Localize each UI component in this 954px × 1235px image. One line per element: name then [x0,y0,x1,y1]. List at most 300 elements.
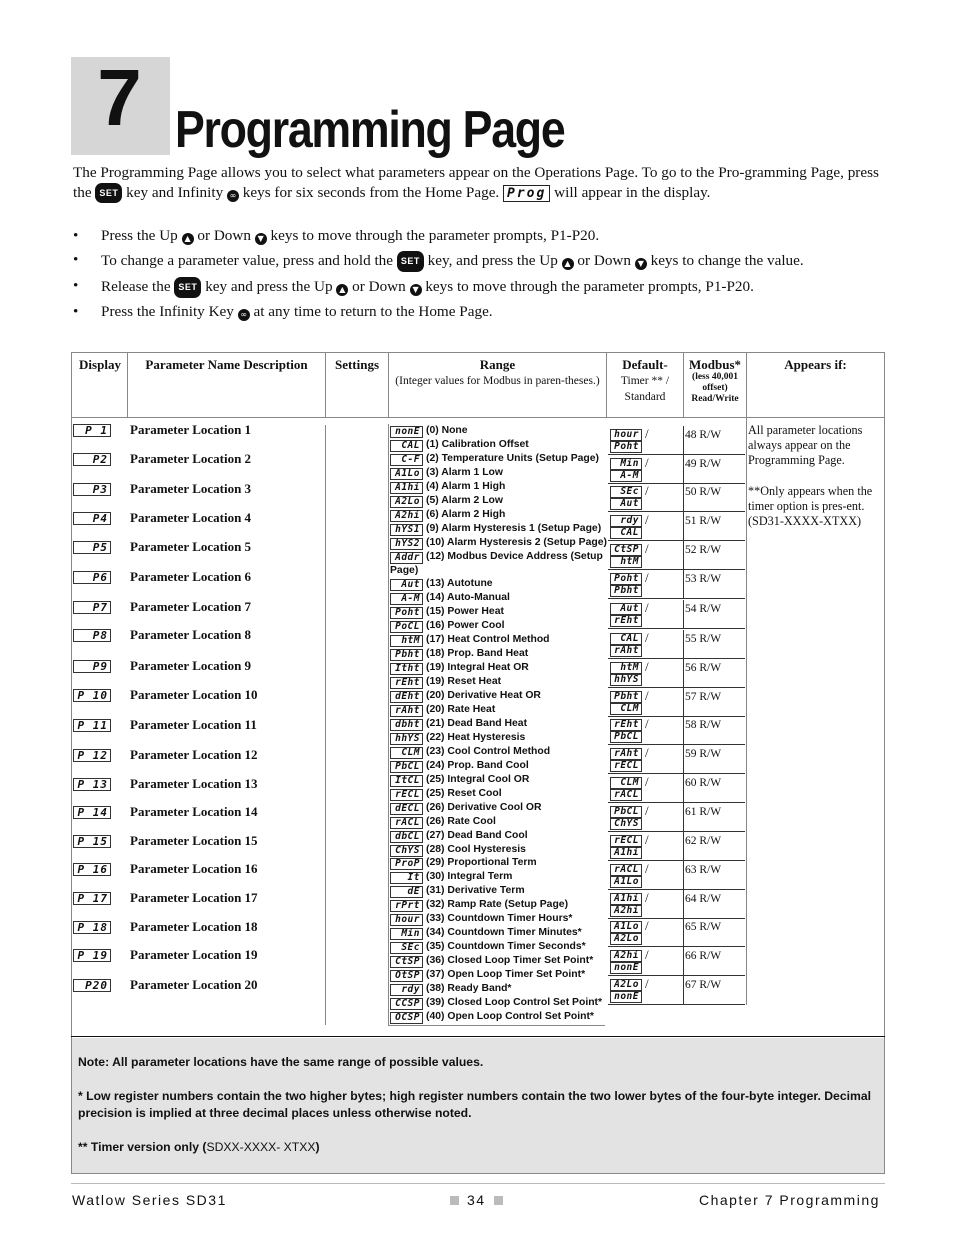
modbus-cell: 65 R/W [683,918,745,947]
up-key-icon: ▲ [182,233,194,245]
param-name: Parameter Location 12 [130,747,258,762]
range-text: Page) [390,564,419,576]
slash-separator: / [645,832,649,847]
default-standard-lcd: A1hi [610,847,642,859]
range-lcd: hour [390,914,423,926]
modbus-cell: 54 R/W [683,600,745,629]
default-cell [608,600,683,629]
prog-display: Prog [503,185,550,202]
range-text: (35) Countdown Timer Seconds* [426,941,586,953]
range-text: (37) Open Loop Timer Set Point* [426,969,586,981]
range-lcd: CLM [390,747,423,759]
range-lcd: A1hi [390,482,423,494]
param-display-lcd: P 13 [73,778,111,791]
range-text: (36) Closed Loop Timer Set Point* [426,955,594,967]
range-text: (24) Prop. Band Cool [426,759,529,771]
slash-separator: / [645,483,649,498]
default-cell [608,688,683,717]
range-item [390,495,503,508]
default-cell [608,803,683,832]
range-lcd: Min [390,928,423,940]
range-item [390,913,572,926]
range-item [390,509,505,522]
range-text: (2) Temperature Units (Setup Page) [426,452,600,464]
range-item [390,941,586,954]
range-item [390,606,504,619]
list-item: • To change a parameter value, press and hold the SET key, and press the Up ▲ or Down ▼ keys to change the value. [73,251,885,272]
range-lcd: hYS2 [390,538,423,550]
param-name: Parameter Location 20 [130,977,258,992]
table-header-divider [71,417,885,418]
default-timer-lcd: htM [610,662,642,674]
default-cell [608,947,683,976]
header-default: Default- Timer ** / Standard [620,357,670,403]
param-name: Parameter Location 17 [130,890,258,905]
param-name: Parameter Location 1 [130,422,252,437]
range-item [390,983,511,996]
modbus-cell: 50 R/W [683,483,745,512]
default-standard-lcd: A1Lo [610,876,642,888]
range-lcd: CtSP [390,956,423,968]
range-text: (39) Closed Loop Control Set Point* [426,996,603,1008]
range-lcd: ChYS [390,845,423,857]
range-text: (33) Countdown Timer Hours* [426,913,573,925]
range-item [390,676,501,689]
range-lcd: ItCL [390,775,423,787]
param-name: Parameter Location 8 [130,627,252,642]
range-item [390,774,529,787]
default-cell [608,861,683,890]
range-item [390,871,512,884]
default-timer-lcd: A2hi [610,950,642,962]
default-cell [608,918,683,947]
modbus-cell: 53 R/W [683,570,745,599]
range-text: (26) Derivative Cool OR [426,801,542,813]
header-display: Display [79,357,121,372]
range-text: (19) Reset Heat [426,676,502,688]
range-lcd: PbCL [390,761,423,773]
range-text: (28) Cool Hysteresis [426,843,526,855]
range-item [390,425,468,438]
range-lcd: A-M [390,593,423,605]
header-settings: Settings [334,357,380,372]
intro-text-2: key and Infinity [126,183,224,201]
range-item [390,439,529,452]
range-lcd: A2Lo [390,496,423,508]
modbus-cell: 49 R/W [683,455,745,484]
down-key-icon: ▼ [410,284,422,296]
param-name: Parameter Location 18 [130,919,258,934]
default-timer-lcd: SEc [610,486,642,498]
default-timer-lcd: Poht [610,573,642,585]
range-item [390,620,505,633]
modbus-cell: 66 R/W [683,947,745,976]
header-modbus: Modbus* (less 40,001 offset) Read/Write [688,357,742,404]
slash-separator: / [645,976,649,991]
range-text: (19) Integral Heat OR [426,662,529,674]
range-text: (18) Prop. Band Heat [426,648,529,660]
param-display-lcd: P 11 [73,719,111,732]
range-item [390,592,510,605]
default-cell [608,659,683,688]
modbus-cell: 59 R/W [683,745,745,774]
default-cell [608,483,683,512]
slash-separator: / [645,803,649,818]
range-text: (10) Alarm Hysteresis 2 (Setup Page) [426,536,607,548]
up-key-icon: ▲ [562,258,574,270]
slash-separator: / [645,918,649,933]
range-lcd: rPrt [390,900,423,912]
range-lcd: A1Lo [390,468,423,480]
range-text: (38) Ready Band* [426,983,512,994]
range-text: (15) Power Heat [426,606,504,618]
range-lcd: CAL [390,440,423,452]
param-name: Parameter Location 10 [130,687,258,702]
range-text: (29) Proportional Term [426,857,537,869]
modbus-cell: 57 R/W [683,688,745,717]
modbus-cell: 48 R/W [683,426,745,455]
range-lcd: dECL [390,803,423,815]
range-lcd: rAht [390,705,423,717]
range-lcd: PoCL [390,621,423,633]
default-standard-lcd: rAht [610,645,642,657]
square-icon [494,1196,503,1205]
modbus-cell: 63 R/W [683,861,745,890]
set-key-icon: SET [95,183,122,204]
modbus-cell: 56 R/W [683,659,745,688]
default-standard-lcd: A2hi [610,905,642,917]
range-lcd: OCSP [390,1012,423,1024]
param-name: Parameter Location 16 [130,861,258,876]
range-text: (26) Rate Cool [426,815,496,827]
range-item [390,578,493,591]
range-text: (34) Countdown Timer Minutes* [426,927,582,939]
notes-box [72,1038,884,1173]
range-lcd: ProP [390,858,423,870]
range-item [390,648,528,661]
range-text: (23) Cool Control Method [426,745,551,757]
down-key-icon: ▼ [635,258,647,270]
range-item [390,969,585,982]
slash-separator: / [645,455,649,470]
range-text: (20) Rate Heat [426,704,496,715]
param-display-lcd: P2 [73,453,111,466]
default-cell [608,630,683,659]
range-lcd: Addr [390,552,423,564]
param-display-lcd: P 18 [73,921,111,934]
range-item [390,481,505,494]
page-title: Programming Page [175,101,565,159]
range-text: (0) None [426,425,468,436]
range-lcd: dbht [390,719,423,731]
appears-note-1: All parameter locations always appear on the Programming Page. [748,423,863,467]
range-item [390,746,550,759]
range-item [390,885,525,898]
set-key-icon: SET [174,277,201,298]
modbus-cell: 61 R/W [683,803,745,832]
range-item [390,565,418,577]
default-timer-lcd: CAL [610,633,642,645]
param-display-lcd: P20 [73,979,111,992]
range-item [390,760,529,773]
param-display-lcd: P7 [73,601,111,614]
range-text: (22) Heat Hysteresis [426,731,526,743]
default-timer-lcd: Aut [610,603,642,615]
default-cell [608,745,683,774]
list-item: • Release the SET key and press the Up ▲ or Down ▼ keys to move through the parameter prompts, P1-P20. [73,277,885,298]
appears-note-2: **Only appears when the timer option is pres-ent. (SD31-XXXX-XTXX) [748,484,873,528]
range-item [390,690,541,703]
param-name: Parameter Location 6 [130,569,252,584]
range-text: (14) Auto-Manual [426,592,510,604]
default-cell [608,890,683,919]
default-timer-lcd: rEht [610,719,642,731]
range-lcd: rACL [390,817,423,829]
param-display-lcd: P3 [73,483,111,496]
range-item [390,830,528,843]
slash-separator: / [645,745,649,760]
modbus-cell: 58 R/W [683,716,745,745]
range-item [390,927,582,940]
range-text: (32) Ramp Rate (Setup Page) [426,899,569,911]
range-lcd: Aut [390,579,423,591]
default-standard-lcd: rACL [610,789,642,801]
intro-text-3: keys for six seconds from the Home Page. [242,183,500,201]
param-display-lcd: P 16 [73,863,111,876]
modbus-cell: 64 R/W [683,890,745,919]
default-standard-lcd: CLM [610,703,642,715]
range-item [390,523,601,536]
range-item [390,844,526,857]
infinity-key-icon: ∞ [238,309,250,321]
default-timer-lcd: rECL [610,835,642,847]
range-text: (21) Dead Band Heat [426,717,528,729]
range-item [390,704,495,717]
default-timer-lcd: A2Lo [610,979,642,991]
param-display-lcd: P9 [73,660,111,673]
range-lcd: It [390,872,423,884]
footer-right: Chapter 7 Programming [699,1192,880,1208]
range-lcd: dbCL [390,831,423,843]
default-timer-lcd: rdy [610,515,642,527]
default-cell [608,426,683,455]
range-text: (27) Dead Band Cool [426,829,528,841]
default-timer-lcd: CLM [610,777,642,789]
range-item [390,899,568,912]
header-appears: Appears if: [784,357,847,372]
range-lcd: dE [390,886,423,898]
default-cell [608,541,683,570]
param-display-lcd: P 19 [73,949,111,962]
slash-separator: / [645,716,649,731]
range-text: (31) Derivative Term [426,885,525,897]
intro-text-4: will appear in the display. [554,183,711,201]
range-lcd: Pbht [390,649,423,661]
param-display-lcd: P4 [73,512,111,525]
range-text: (30) Integral Term [426,871,513,883]
default-timer-lcd: A1Lo [610,921,642,933]
default-standard-lcd: hhYS [610,674,642,686]
range-item [390,732,525,745]
infinity-key-icon: ∞ [227,190,239,202]
default-cell [608,832,683,861]
range-text: (17) Heat Control Method [426,634,550,646]
list-item: • Press the Up ▲ or Down ▼ keys to move through the parameter prompts, P1-P20. [73,227,885,246]
range-text: (20) Derivative Heat OR [426,690,541,702]
slash-separator: / [645,512,649,527]
default-standard-lcd: rEht [610,615,642,627]
note-1: Note: All parameter locations have the same range of possible values. [78,1055,484,1069]
range-item [390,816,496,829]
param-display-lcd: P 17 [73,892,111,905]
range-lcd: Itht [390,663,423,675]
range-text: (25) Reset Cool [426,787,502,799]
note-3: ** Timer version only (SDXX-XXXX- XTXX) [78,1140,320,1154]
range-item [390,955,593,968]
slash-separator: / [645,659,649,674]
param-display-lcd: P 14 [73,806,111,819]
appears-if-text [748,423,883,545]
default-cell [608,512,683,541]
default-cell [608,716,683,745]
range-text: (5) Alarm 2 Low [426,494,503,506]
modbus-cell: 67 R/W [683,976,745,1005]
range-lcd: A2hi [390,510,423,522]
param-name: Parameter Location 11 [130,717,257,732]
modbus-cell: 60 R/W [683,774,745,803]
default-timer-lcd: PbCL [610,806,642,818]
range-lcd: rdy [390,984,423,996]
param-name: Parameter Location 7 [130,599,252,614]
header-range: Range (Integer values for Modbus in paren-theses.) [395,357,600,387]
range-item [390,467,503,480]
default-standard-lcd: nonE [610,991,642,1003]
default-timer-lcd: Pbht [610,691,642,703]
square-icon [450,1196,459,1205]
range-item [390,551,603,564]
default-timer-lcd: hour [610,429,642,441]
down-key-icon: ▼ [255,233,267,245]
chapter-number: 7 [97,53,140,142]
intro-text-1: The Programming Page allows you to select what parameters appear on the Operations Page. To go to the Pro-gramming Page, press the [73,164,879,201]
range-text: (25) Integral Cool OR [426,773,530,785]
header-parameter: Parameter Name Description [145,357,308,372]
param-name: Parameter Location 2 [130,451,252,466]
range-text: (6) Alarm 2 High [426,508,506,520]
range-lcd: hhYS [390,733,423,745]
range-text: (13) Autotune [426,578,493,590]
footer-page: 34 [450,1192,511,1208]
range-text: (12) Modbus Device Address (Setup [426,550,603,562]
default-timer-lcd: Min [610,458,642,470]
default-standard-lcd: A2Lo [610,933,642,945]
slash-separator: / [645,630,649,645]
range-lcd: rECL [390,789,423,801]
range-text: (9) Alarm Hysteresis 1 (Setup Page) [426,522,602,534]
range-item [390,662,529,675]
param-name: Parameter Location 13 [130,776,258,791]
param-name: Parameter Location 19 [130,947,258,962]
default-standard-lcd: Poht [610,441,642,453]
range-item [390,537,607,550]
range-item [390,634,550,647]
default-standard-lcd: A-M [610,470,642,482]
note-2: * Low register numbers contain the two higher bytes; high register numbers contain the two lower bytes of the four-byte integer. Decimal precision is implied at three decimal places unless otherwise noted. [78,1089,871,1120]
range-lcd: CCSP [390,998,423,1010]
slash-separator: / [645,890,649,905]
param-display-lcd: P 1 [73,424,111,437]
param-display-lcd: P6 [73,571,111,584]
default-standard-lcd: ChYS [610,818,642,830]
set-key-icon: SET [397,251,424,272]
list-item: • Press the Infinity Key ∞ at any time to return to the Home Page. [73,303,885,322]
param-display-lcd: P8 [73,629,111,642]
default-cell [608,774,683,803]
default-cell [608,570,683,599]
param-name: Parameter Location 3 [130,481,252,496]
param-display-lcd: P 12 [73,749,111,762]
range-lcd: OtSP [390,970,423,982]
intro-paragraph [73,164,885,203]
default-standard-lcd: htM [610,556,642,568]
default-standard-lcd: Aut [610,498,642,510]
range-item [390,997,602,1010]
slash-separator: / [645,861,649,876]
slash-separator: / [645,600,649,615]
slash-separator: / [645,541,649,556]
param-display-lcd: P 15 [73,835,111,848]
range-text: (4) Alarm 1 High [426,480,506,492]
slash-separator: / [645,947,649,962]
modbus-cell: 55 R/W [683,630,745,659]
default-standard-lcd: CAL [610,527,642,539]
param-name: Parameter Location 14 [130,804,258,819]
slash-separator: / [645,570,649,585]
default-timer-lcd: rAht [610,748,642,760]
slash-separator: / [645,688,649,703]
range-text: (1) Calibration Offset [426,438,529,450]
range-lcd: rEht [390,677,423,689]
range-lcd: hYS1 [390,524,423,536]
param-display-lcd: P 10 [73,689,111,702]
range-lcd: C-F [390,454,423,466]
range-lcd: dEht [390,691,423,703]
slash-separator: / [645,426,649,441]
param-display-lcd: P5 [73,541,111,554]
param-name: Parameter Location 9 [130,658,252,673]
footer-left: Watlow Series SD31 [72,1192,227,1208]
param-name: Parameter Location 4 [130,510,252,525]
range-item [390,802,541,815]
range-lcd: SEc [390,942,423,954]
range-text: (16) Power Cool [426,620,505,632]
default-cell [608,455,683,484]
modbus-cell: 51 R/W [683,512,745,541]
up-key-icon: ▲ [336,284,348,296]
range-item [390,1011,594,1024]
default-standard-lcd: Pbht [610,585,642,597]
param-name: Parameter Location 5 [130,539,252,554]
default-standard-lcd: PbCL [610,731,642,743]
modbus-cell: 52 R/W [683,541,745,570]
range-item [390,857,537,870]
instruction-list [73,227,885,327]
default-standard-lcd: nonE [610,962,642,974]
range-lcd: Poht [390,607,423,619]
range-item [390,788,502,801]
range-text: (40) Open Loop Control Set Point* [426,1010,594,1022]
range-lcd: nonE [390,426,423,438]
